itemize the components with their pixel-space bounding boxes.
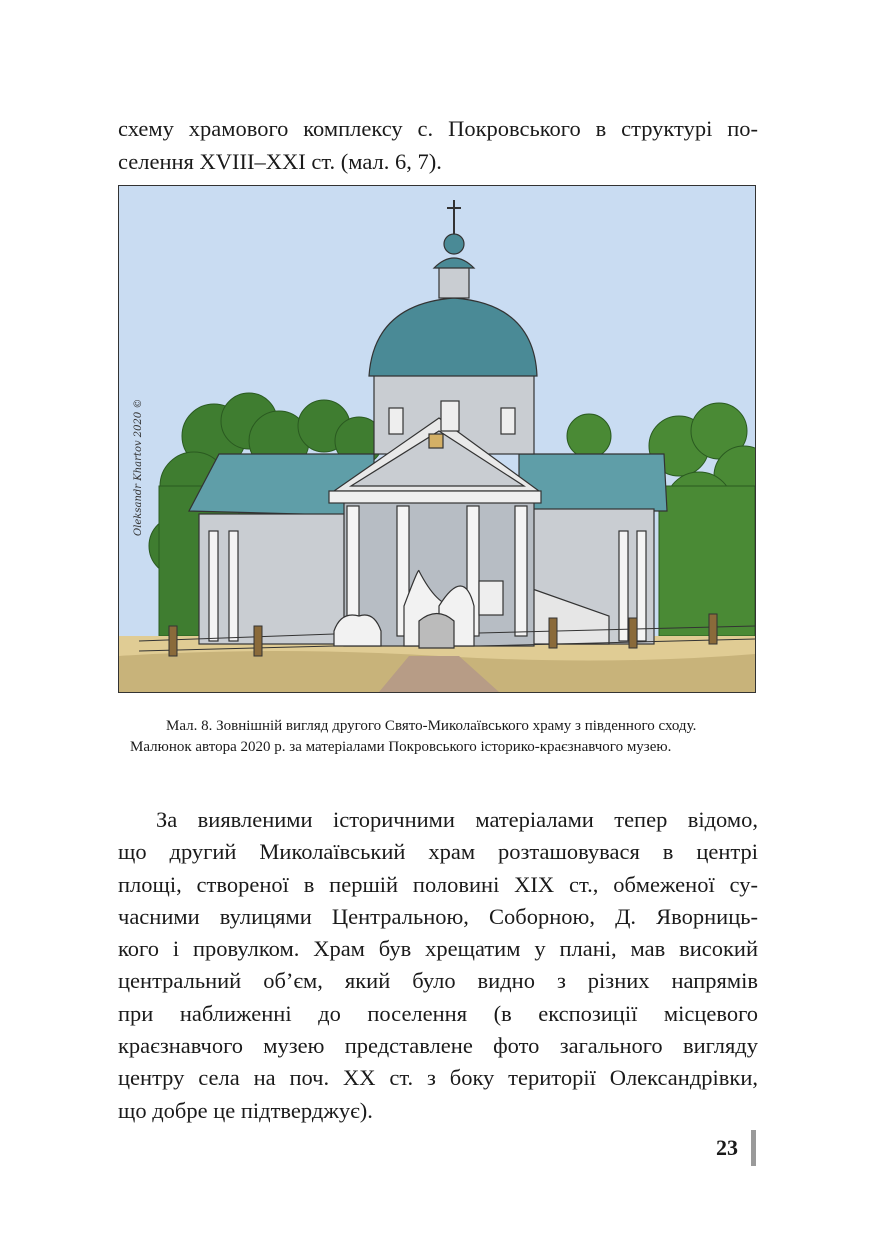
intro-paragraph: [118, 112, 758, 178]
body-line: центру села на поч. XX ст. з боку території Олександрівки,: [118, 1065, 758, 1091]
intro-line-2: селення XVIII–XXI ст. (мал. 6, 7).: [118, 149, 442, 174]
page-number: 23: [716, 1135, 738, 1160]
caption-line-2: Малюнок автора 2020 р. за матеріалами Покровського історико-краєзнавчого музею.: [130, 739, 672, 755]
body-line: що другий Миколаївський храм розташовувася в центрі: [118, 839, 758, 865]
church-drawing: [119, 186, 755, 692]
page-number-rule: [751, 1130, 756, 1166]
intro-line-1: схему храмового комплексу с. Покровського в структурі по-: [118, 116, 758, 141]
figure-caption: [118, 716, 758, 758]
body-line: краєзнавчого музею представлене фото загального вигляду: [118, 1033, 758, 1059]
caption-line-1: Мал. 8. Зовнішній вигляд другого Свято-Миколаївського храму з південного сходу.: [166, 718, 697, 734]
artist-signature: Oleksandr Khartov 2020 ©: [133, 398, 144, 536]
body-line: кого і провулком. Храм був хрещатим у плані, мав високий: [118, 936, 758, 962]
body-line: часними вулицями Центральною, Соборною, Д. Яворниць-: [118, 903, 758, 929]
body-line: при наближенні до поселення (в експозиції місцевого: [118, 1000, 758, 1026]
body-paragraph: [118, 804, 758, 1127]
body-line: За виявленими історичними матеріалами тепер відомо,: [156, 807, 758, 832]
church-illustration: [118, 185, 756, 693]
body-line: центральний об’єм, який було видно з різних напрямів: [118, 968, 758, 994]
body-line: що добре це підтверджує).: [118, 1097, 373, 1123]
body-line: площі, створеної в першій половині XIX ст., обмеженої су-: [118, 871, 758, 897]
